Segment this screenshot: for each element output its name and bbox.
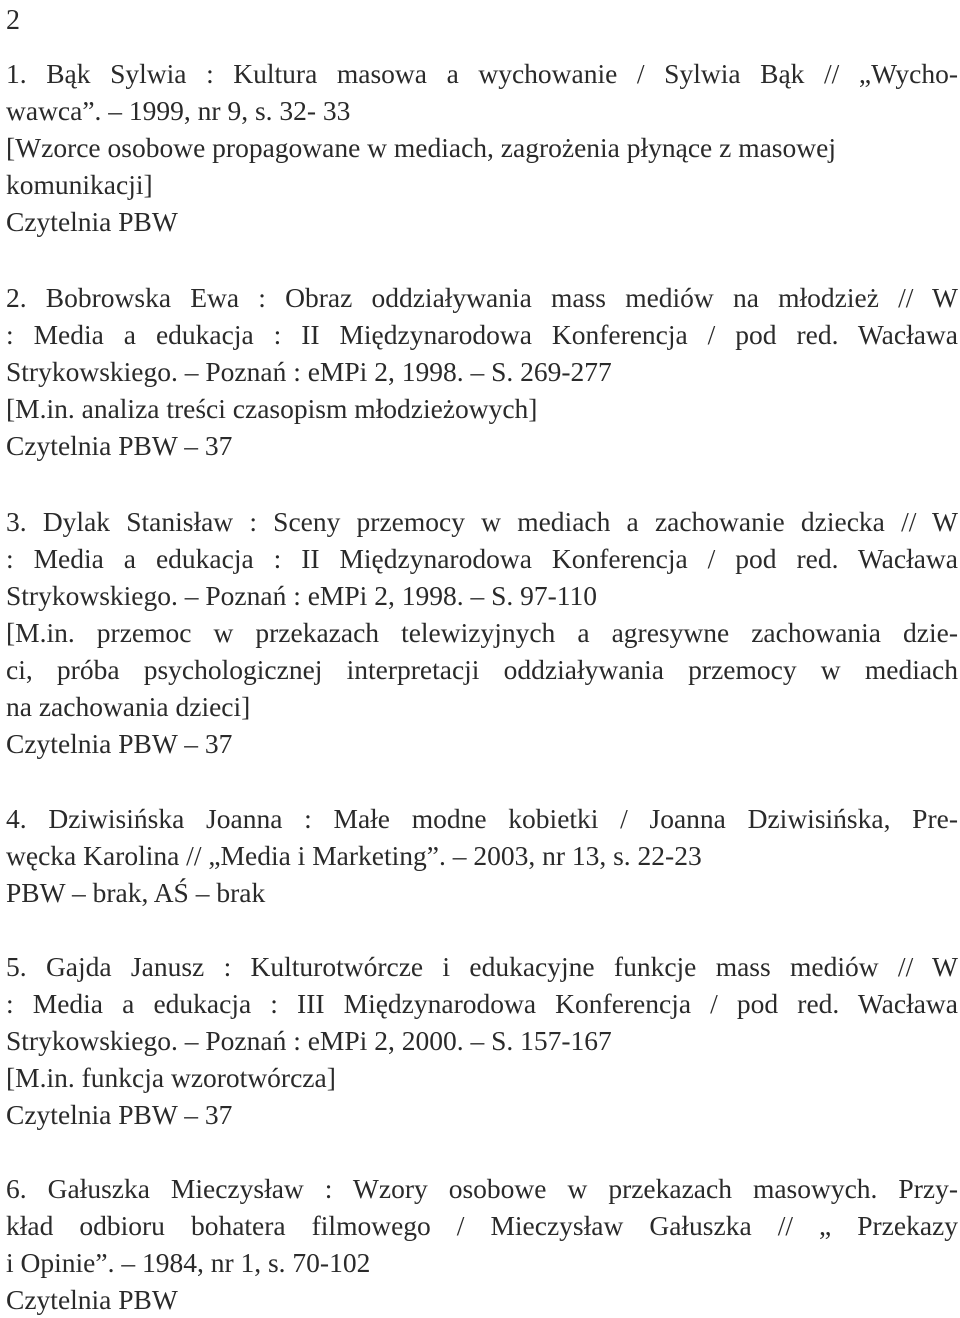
page-number: 2 [6,5,20,36]
entry-line: : Media a edukacja : II Międzynarodowa Konferencja / pod red. Wacława [6,319,958,350]
entry-line: kład odbioru bohatera filmowego / Mieczysław Gałuszka // „ Przekazy [6,1210,958,1241]
entry-location: Czytelnia PBW [6,1284,178,1315]
entry-line: 5. Gajda Janusz : Kulturotwórcze i edukacyjne funkcje mass mediów // W [6,951,958,982]
bibliography-entry-6 [6,1170,958,1318]
entry-line: 2. Bobrowska Ewa : Obraz oddziaływania mass mediów na młodzież // W [6,282,958,313]
entry-line: komunikacji] [6,169,153,200]
entry-location: Czytelnia PBW – 37 [6,1099,233,1130]
entry-line: [M.in. funkcja wzorotwórcza] [6,1062,336,1093]
entry-location: PBW – brak, AŚ – brak [6,877,266,908]
entry-line: i Opinie”. – 1984, nr 1, s. 70-102 [6,1247,371,1278]
entry-line: Strykowskiego. – Poznań : eMPi 2, 1998. – S. 269-277 [6,356,612,387]
bibliography-entry-1 [6,55,958,240]
entry-location: Czytelnia PBW – 37 [6,430,233,461]
entry-line: : Media a edukacja : III Międzynarodowa Konferencja / pod red. Wacława [6,988,958,1019]
entry-line: na zachowania dzieci] [6,691,251,722]
entry-line: ci, próba psychologicznej interpretacji oddziaływania przemocy w mediach [6,654,958,685]
entry-line: Strykowskiego. – Poznań : eMPi 2, 1998. – S. 97-110 [6,580,597,611]
entry-line: [M.in. przemoc w przekazach telewizyjnych a agresywne zachowania dzie- [6,617,958,648]
bibliography-entry-4 [6,800,958,911]
entry-line: Strykowskiego. – Poznań : eMPi 2, 2000. – S. 157-167 [6,1025,612,1056]
entry-line: 4. Dziwisińska Joanna : Małe modne kobietki / Joanna Dziwisińska, Pre- [6,803,958,834]
entry-line: [Wzorce osobowe propagowane w mediach, zagrożenia płynące z masowej [6,132,836,163]
entry-line: wawca”. – 1999, nr 9, s. 32- 33 [6,95,351,126]
entry-line: węcka Karolina // „Media i Marketing”. – 2003, nr 13, s. 22-23 [6,840,702,871]
entry-line: : Media a edukacja : II Międzynarodowa Konferencja / pod red. Wacława [6,543,958,574]
entry-line: 1. Bąk Sylwia : Kultura masowa a wychowanie / Sylwia Bąk // „Wycho- [6,58,958,89]
entry-location: Czytelnia PBW [6,206,178,237]
bibliography-entry-3 [6,503,958,762]
bibliography-entry-5 [6,948,958,1133]
entry-line: [M.in. analiza treści czasopism młodzieżowych] [6,393,538,424]
entry-location: Czytelnia PBW – 37 [6,728,233,759]
entry-line: 3. Dylak Stanisław : Sceny przemocy w mediach a zachowanie dziecka // W [6,506,958,537]
entry-line: 6. Gałuszka Mieczysław : Wzory osobowe w przekazach masowych. Przy- [6,1173,958,1204]
bibliography-entry-2 [6,279,958,464]
